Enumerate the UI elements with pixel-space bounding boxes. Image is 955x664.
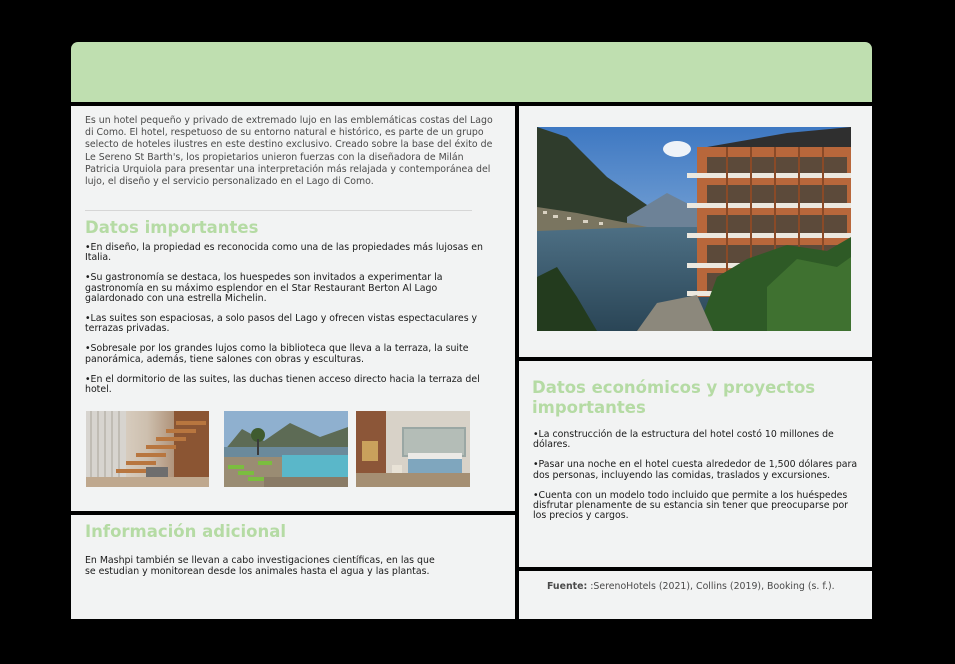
list-item: •Las suites son espaciosas, a solo pasos del Lago y ofrecen vistas espectaculares y terrazas privadas. — [85, 313, 478, 335]
hotel-lake-photo — [537, 127, 851, 331]
list-item: •En el dormitorio de las suites, las duchas tienen acceso directo hacia la terraza del hotel. — [85, 373, 480, 396]
suite-photo — [356, 411, 470, 487]
list-item: •Cuenta con un modelo todo incluido que permite a los huéspedes disfrutar plenamente de su estancia sin tener que preocuparse por los precios y cargos. — [533, 489, 849, 522]
pool-photo — [224, 411, 348, 487]
list-item: •Su gastronomía se destaca, los huespedes son invitados a experimentar la gastronomía en su máximo esplendor en el Star Restaurant Berton Al Lago galardonado con una estrella Michelin. — [85, 272, 443, 305]
economic-data-panel — [519, 361, 872, 567]
main-info-panel — [71, 106, 515, 511]
list-item: •En diseño, la propiedad es reconocida como una de las propiedades más lujosas en Italia. — [85, 242, 483, 264]
additional-info-panel — [71, 515, 515, 619]
hotel-photo-panel — [519, 106, 872, 357]
divider — [85, 210, 472, 211]
informacion-adicional-text: En Mashpi también se llevan a cabo investigaciones científicas, en las que se estudian y monitorean desde los animales hasta el agua y las plantas. — [85, 555, 435, 577]
source-citation — [547, 581, 835, 592]
staircase-photo — [86, 411, 209, 487]
intro-paragraph: Es un hotel pequeño y privado de extremado lujo en las emblemáticas costas del Lago di Como. El hotel, respetuoso de su entorno natural e histórico, es parte de un grupo selecto de hoteles ilustres en este destino exclusivo. Creado sobre la base del éxito de Le Sereno St Barth's, los propietarios unieron fuerzas con la diseñadora de Milán Patricia Urquiola para presentar una interpretación más relajada y contemporánea del lujo, el diseño y el servicio personalizado en el Lago di Como. — [85, 115, 493, 188]
list-item: •La construcción de la estructura del hotel costó 10 millones de dólares. — [533, 429, 834, 451]
datos-economicos-heading: Datos económicos y proyectos importantes — [532, 378, 816, 417]
informacion-adicional-heading: Información adicional — [85, 522, 287, 541]
source-text: :SerenoHotels (2021), Collins (2019), Booking (s. f.). — [587, 581, 835, 592]
list-item: •Pasar una noche en el hotel cuesta alrededor de 1,500 dólares para dos personas, incluyendo las comidas, traslados y excursiones. — [533, 459, 858, 481]
datos-importantes-heading: Datos importantes — [85, 218, 259, 237]
list-item: •Sobresale por los grandes lujos como la biblioteca que lleva a la terraza, la suite panorámica, además, tiene salones con obras y esculturas. — [85, 343, 469, 365]
header-banner — [71, 42, 872, 102]
source-panel — [519, 571, 872, 619]
datos-importantes-list — [85, 243, 497, 405]
source-label: Fuente: — [547, 581, 588, 592]
datos-economicos-list — [533, 430, 858, 531]
